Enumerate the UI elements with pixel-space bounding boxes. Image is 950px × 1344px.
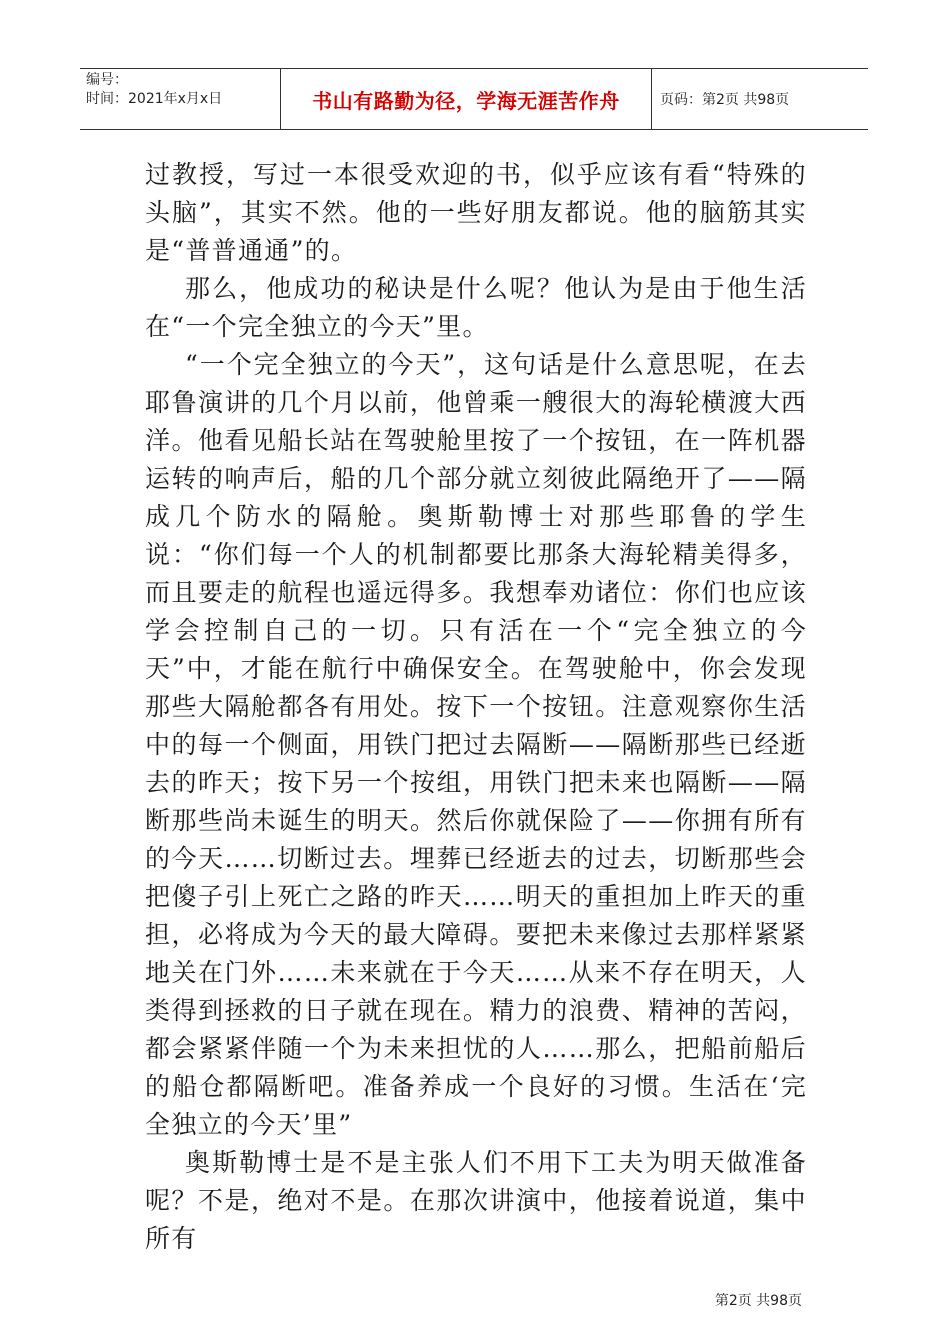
page-header [80, 68, 868, 130]
date-label: 时间：2021年x月x日 [86, 91, 223, 107]
header-page-info: 页码：第2页 共98页 [660, 92, 790, 108]
paragraph: 那么，他成功的秘诀是什么呢？他认为是由于他生活在“一个完全独立的今天”里。 [145, 274, 807, 341]
header-meta [80, 69, 280, 129]
header-motto: 书山有路勤为径，学海无涯苦作舟 [280, 69, 652, 129]
document-body [145, 156, 807, 1258]
paragraph: 过教授，写过一本很受欢迎的书，似乎应该有看“特殊的头脑”，其实不然。他的一些好朋友都说。他的脑筋其实是“普普通通”的。 [145, 160, 807, 265]
paragraph: “一个完全独立的今天”，这句话是什么意思呢，在去耶鲁演讲的几个月以前，他曾乘一艘很大的海轮横渡大西洋。他看见船长站在驾驶舱里按了一个按钮，在一阵机器运转的响声后，船的几个部分就立刻彼此隔绝开了——隔成几个防水的隔舱。奥斯勒博士对那些耶鲁的学生说：“你们每一个人的机制都要比那条大海轮精美得多，而且要走的航程也遥远得多。我想奉劝诸位：你们也应该学会控制自己的一切。只有活在一个“完全独立的今天”中，才能在航行中确保安全。在驾驶舱中，你会发现那些大隔舱都各有用处。按下一个按钮。注意观察你生活中的每一个侧面，用铁门把过去隔断——隔断那些已经逝去的昨天；按下另一个按组，用铁门把未来也隔断——隔断那些尚未诞生的明天。然后你就保险了——你拥有所有的今天……切断过去。埋葬已经逝去的过去，切断那些会把傻子引上死亡之路的昨天……明天的重担加上昨天的重担，必将成为今天的最大障碍。要把未来像过去那样紧紧地关在门外……未来就在于今天……从来不存在明天，人类得到拯救的日子就在现在。精力的浪费、精神的苦闷，都会紧紧伴随一个为未来担忧的人……那么，把船前船后的船仓都隔断吧。准备养成一个良好的习惯。生活在‘完全独立的今天’里” [145, 350, 807, 1139]
number-label: 编号： [86, 72, 128, 88]
paragraph: 奥斯勒博士是不是主张人们不用下工夫为明天做准备呢？不是，绝对不是。在那次讲演中，他接着说道，集中所有 [145, 1148, 807, 1253]
page-footer: 第2页 共98页 [714, 1293, 802, 1309]
